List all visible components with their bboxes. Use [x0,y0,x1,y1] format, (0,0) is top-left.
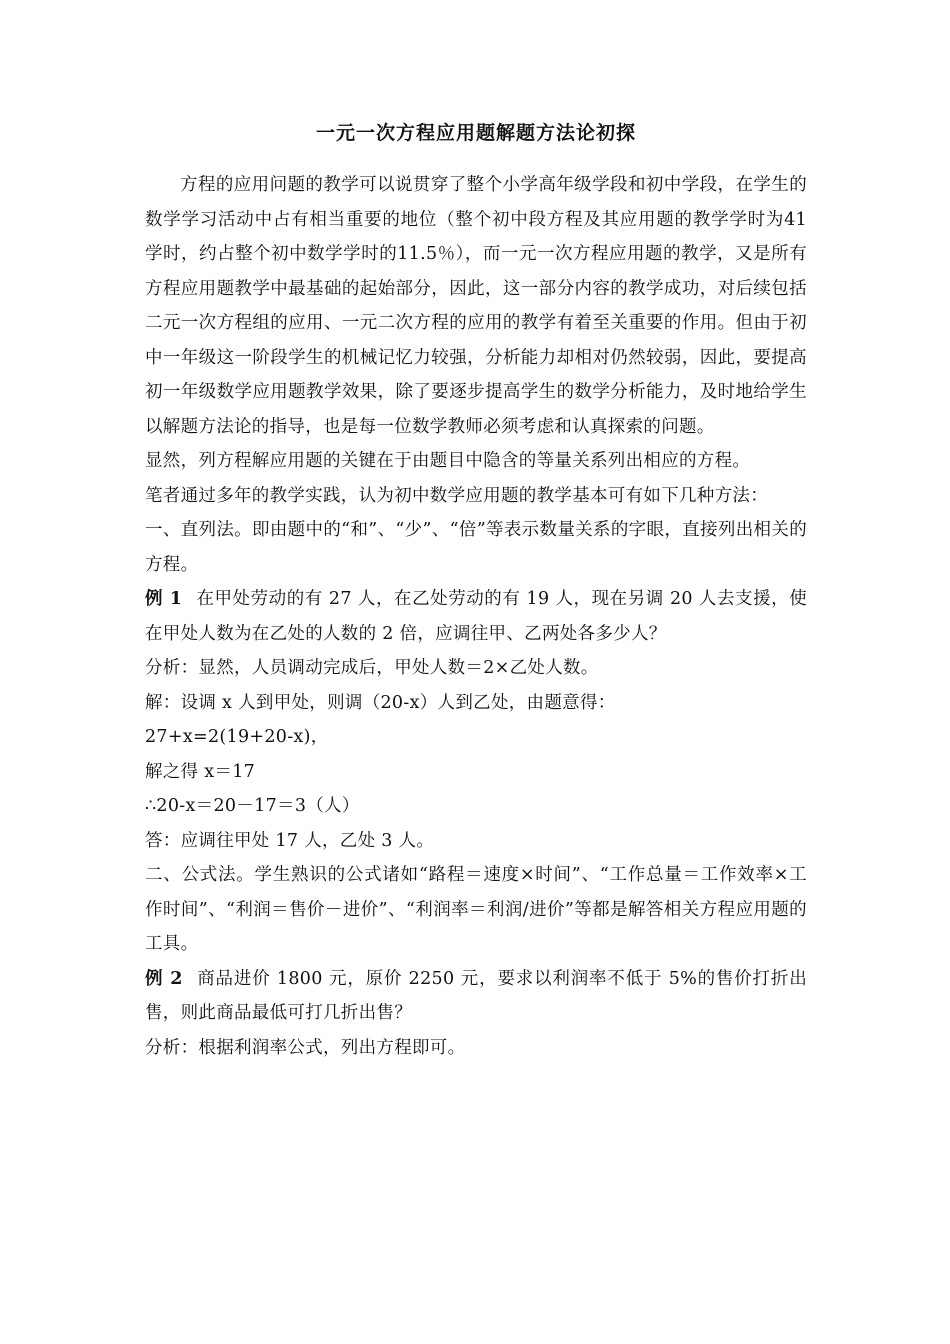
key-paragraph: 显然，列方程解应用题的关键在于由题目中隐含的等量关系列出相应的方程。 [145,451,751,471]
method-1-paragraph: 一、直列法。即由题中的“和”、“少”、“倍”等表示数量关系的字眼，直接列出相关的方程。 [145,520,807,575]
example-2-analysis: 分析：根据利润率公式，列出方程即可。 [145,1037,466,1058]
example-1-equation: 27+x=2(19+20-x)， [145,727,329,747]
example-1-solve: 解之得 x＝17 [145,761,256,782]
document-title: 一元一次方程应用题解题方法论初探 [315,122,636,144]
example-2-text: 商品进价 1800 元，原价 2250 元，要求以利润率不低于 5%的售价打折出售，则此商品最低可打几折出售？ [145,968,807,1023]
example-1-label: 例 1 [145,589,183,609]
intro-paragraph: 方程的应用问题的教学可以说贯穿了整个小学高年级学段和初中学段，在学生的数学学习活动中占有相当重要的地位（整个初中段方程及其应用题的教学学时为41学时，约占整个初中数学学时的11.5％），而一元一次方程应用题的教学，又是所有方程应用题教学中最基础的起始部分，因此，这一部分内容的教学成功，对后续包括二元一次方程组的应用、一元二次方程的应用的教学有着至关重要的作用。但由于初中一年级这一阶段学生的机械记忆力较强，分析能力却相对仍然较弱，因此，要提高初一年级数学应用题教学效果，除了要逐步提高学生的数学分析能力，及时地给学生以解题方法论的指导，也是每一位数学教师必须考虑和认真探索的问题。 [145,175,807,437]
example-2 [145,962,807,1031]
author-paragraph: 笔者通过多年的教学实践，认为初中数学应用题的教学基本可有如下几种方法： [145,485,768,506]
example-1-answer: 答：应调往甲处 17 人，乙处 3 人。 [145,830,435,851]
example-1-text: 在甲处劳动的有 27 人，在乙处劳动的有 19 人，现在另调 20 人去支援，使在甲处人数为在乙处的人数的 2 倍，应调往甲、乙两处各多少人？ [145,589,807,644]
example-1-therefore: ∴20-x＝20－17＝3（人） [145,796,360,816]
example-1-solution: 解：设调 x 人到甲处，则调（20-x）人到乙处，由题意得： [145,692,616,713]
example-1 [145,582,807,651]
example-1-analysis: 分析：显然，人员调动完成后，甲处人数＝2×乙处人数。 [145,658,599,678]
method-2-paragraph: 二、公式法。学生熟识的公式诸如“路程＝速度×时间”、“工作总量＝工作效率×工作时间”、“利润＝售价－进价”、“利润率＝利润/进价”等都是解答相关方程应用题的工具。 [145,865,807,954]
document-page [145,118,807,1065]
example-2-label: 例 2 [145,968,183,989]
